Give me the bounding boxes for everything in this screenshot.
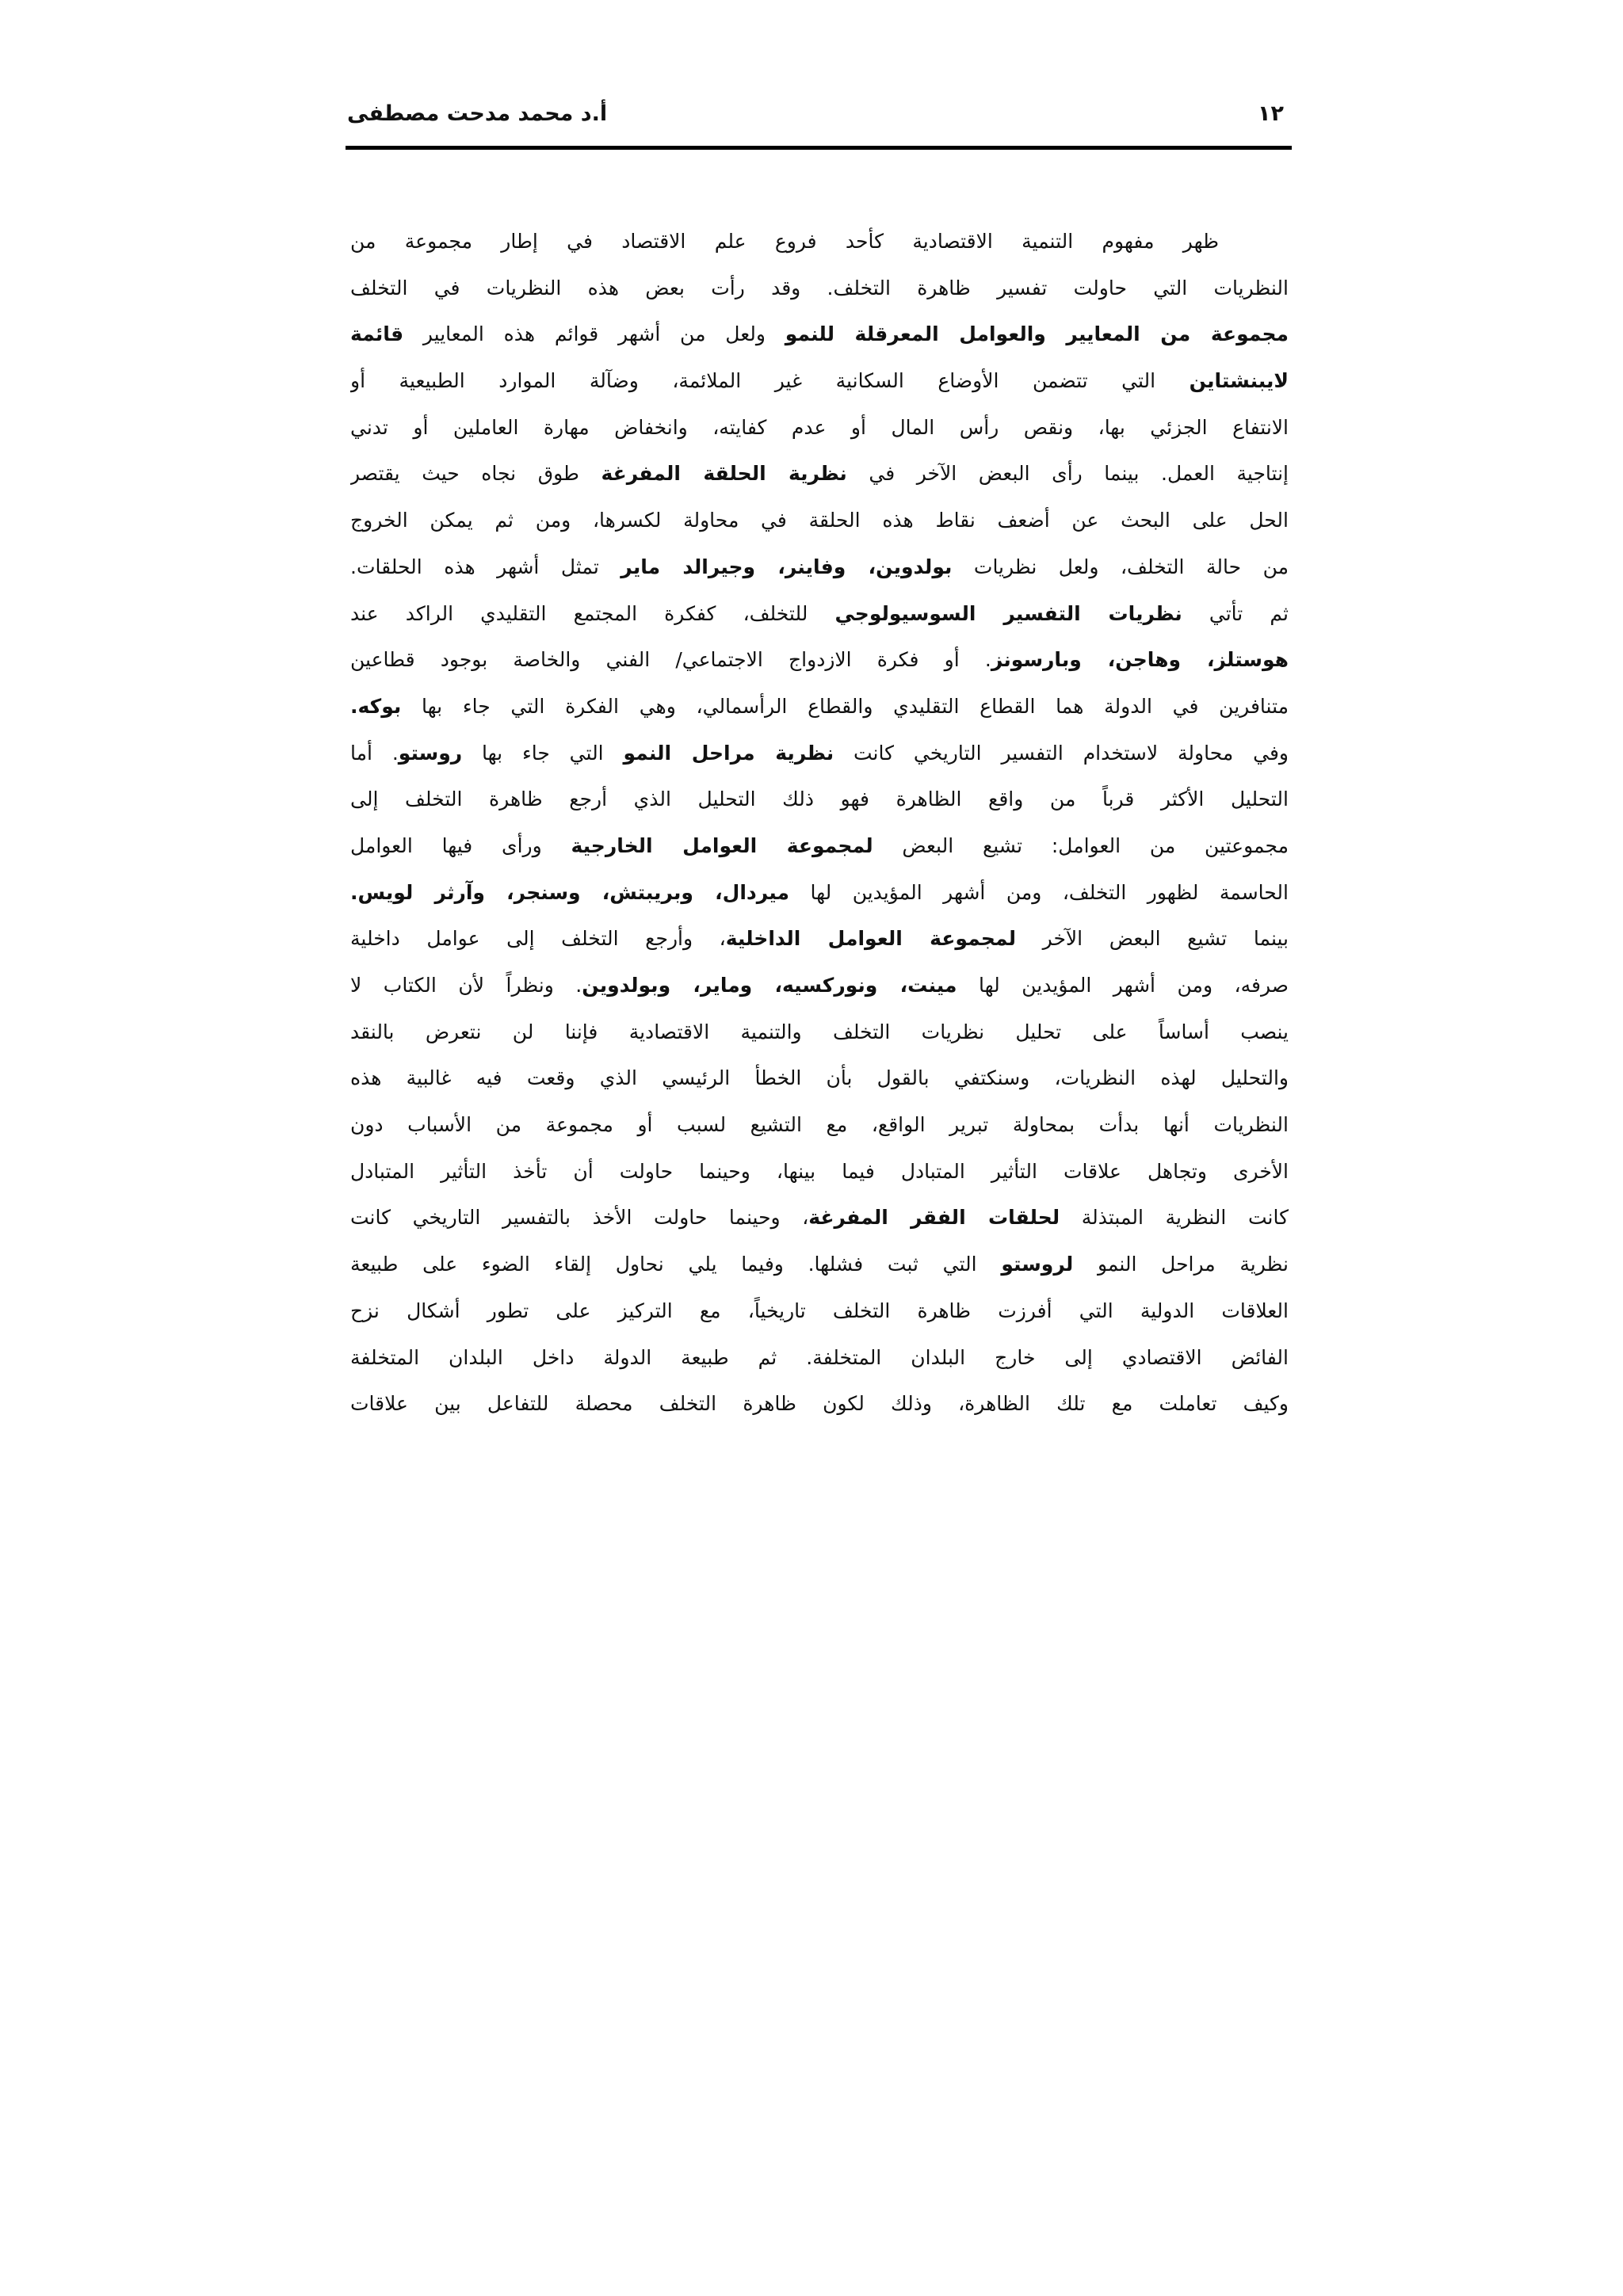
- text-line: [350, 823, 1289, 870]
- text-run: طوق نجاه حيث يقتصر: [350, 462, 601, 486]
- text-run: كانت النظرية المبتذلة: [1060, 1206, 1289, 1230]
- text-line: [350, 1241, 1289, 1288]
- text-line: [350, 637, 1289, 684]
- bold-term: نظرية الحلقة المفرغة: [601, 462, 847, 486]
- bold-term: مينت، ونوركسيه، وماير، وبولدوين: [582, 974, 957, 997]
- bold-term: نظرية مراحل النمو: [623, 741, 834, 765]
- text-line: [350, 219, 1289, 265]
- bold-term: لروستو: [1001, 1253, 1074, 1276]
- bold-term: بولدوين، وفاينر، وجيرالد ماير: [621, 555, 953, 578]
- text-line: [350, 498, 1289, 544]
- text-run: نظرية مراحل النمو: [1073, 1253, 1289, 1276]
- text-line: [350, 544, 1289, 591]
- text-run: من حالة التخلف، ولعل نظريات: [952, 555, 1289, 578]
- text-run: الحل على البحث عن أضعف نقاط هذه الحلقة في محاولة لكسرها، ومن ثم يمكن الخروج: [350, 509, 1289, 532]
- text-run: والتحليل لهذه النظريات، وسنكتفي بالقول بأن الخطأ الرئيسي الذي وقعت فيه غالبية هذه: [350, 1066, 1289, 1090]
- text-line: [350, 451, 1289, 498]
- text-line: [350, 311, 1289, 358]
- text-run: ، وأرجع التخلف إلى عوامل داخلية: [350, 927, 726, 951]
- text-run: وفي محاولة لاستخدام التفسير التاريخي كانت: [834, 741, 1289, 765]
- text-line: [350, 776, 1289, 823]
- text-run: النظريات التي حاولت تفسير ظاهرة التخلف. وقد رأت بعض هذه النظريات في التخلف: [350, 276, 1289, 299]
- bold-term: لايبنشتاين: [1189, 369, 1289, 393]
- text-run: ظهر مفهوم التنمية الاقتصادية كأحد فروع علم الاقتصاد في إطار مجموعة من: [350, 230, 1219, 253]
- bold-term: لحلقات الفقر المفرغة: [808, 1206, 1060, 1230]
- text-run: الفائض الاقتصادي إلى خارج البلدان المتخلفة. ثم طبيعة الدولة داخل البلدان المتخلفة: [350, 1345, 1289, 1369]
- bold-term: لمجموعة العوامل الخارجية: [571, 833, 873, 857]
- text-run: التي ثبت فشلها. وفيما يلي نحاول إلقاء الضوء على طبيعة: [350, 1253, 1002, 1276]
- text-line: [350, 870, 1289, 917]
- text-line: [350, 963, 1289, 1009]
- text-run: النظريات أنها بدأت بمحاولة تبرير الواقع، مع التشيع لسبب أو مجموعة من الأسباب دون: [350, 1113, 1289, 1137]
- text-run: للتخلف، كفكرة المجتمع التقليدي الراكد عند: [350, 601, 835, 625]
- text-line: [350, 1381, 1289, 1428]
- text-run: العلاقات الدولية التي أفرزت ظاهرة التخلف تاريخياً، مع التركيز على تطور أشكال نزح: [350, 1299, 1289, 1322]
- text-run: وكيف تعاملت مع تلك الظاهرة، وذلك لكون ظاهرة التخلف محصلة للتفاعل بين علاقات: [350, 1392, 1289, 1416]
- page-number: ١٢: [1258, 101, 1284, 126]
- bold-term: قائمة: [350, 322, 404, 346]
- text-run: ولعل من أشهر قوائم هذه المعايير: [403, 322, 785, 346]
- text-run: الأخرى وتجاهل علاقات التأثير المتبادل فيما بينها، وحينما حاولت أن تأخذ التأثير المتبادل: [350, 1159, 1289, 1183]
- text-run: صرفه، ومن أشهر المؤيدين لها: [957, 974, 1289, 997]
- bold-term: هوستلز، وهاجن، وبارسونز: [991, 648, 1289, 672]
- text-run: إنتاجية العمل. بينما رأى البعض الآخر في: [846, 462, 1289, 486]
- bold-term: مجموعة من المعايير والعوامل المعرقلة للنمو: [785, 322, 1289, 346]
- text-run: ورأى فيها العوامل: [350, 833, 571, 857]
- text-line: [350, 1195, 1289, 1241]
- bold-term: لمجموعة العوامل الداخلية: [725, 927, 1017, 951]
- text-line: [350, 1009, 1289, 1056]
- text-line: [350, 1149, 1289, 1196]
- text-line: [350, 730, 1289, 777]
- text-run: . ونظراً لأن الكتاب لا: [350, 974, 582, 997]
- text-line: [350, 265, 1289, 312]
- bold-term: بوكه.: [350, 694, 402, 718]
- text-run: مجموعتين من العوامل: تشيع البعض: [873, 833, 1289, 857]
- bold-term: روستو: [398, 741, 463, 765]
- text-line: [350, 1102, 1289, 1149]
- text-line: [350, 1288, 1289, 1335]
- text-run: ثم تأتي: [1182, 601, 1289, 625]
- text-line: [350, 1055, 1289, 1102]
- text-run: . أما: [350, 741, 399, 765]
- text-run: ، وحينما حاولت الأخذ بالتفسير التاريخي كانت: [350, 1206, 809, 1230]
- text-line: [350, 684, 1289, 730]
- text-run: الحاسمة لظهور التخلف، ومن أشهر المؤيدين لها: [789, 880, 1289, 904]
- text-line: [350, 1335, 1289, 1382]
- text-run: التي جاء بها: [462, 741, 624, 765]
- text-line: [350, 405, 1289, 452]
- text-run: متنافرين في الدولة هما القطاع التقليدي والقطاع الرأسمالي، وهي الفكرة التي جاء بها: [401, 694, 1289, 718]
- text-line: [350, 358, 1289, 405]
- running-header: [347, 101, 1290, 141]
- text-line: [350, 916, 1289, 963]
- text-run: الانتفاع الجزئي بها، ونقص رأس المال أو عدم كفايته، وانخفاض مهارة العاملين أو تدني: [350, 415, 1289, 439]
- header-rule: [346, 146, 1292, 150]
- text-run: بينما تشيع البعض الآخر: [1016, 927, 1289, 951]
- bold-term: ميردال، وبريبتش، وسنجر، وآرثر لويس.: [350, 880, 789, 904]
- text-line: [350, 591, 1289, 638]
- bold-term: نظريات التفسير السوسيولوجي: [834, 601, 1182, 625]
- running-header-author: أ.د محمد مدحت مصطفى: [347, 101, 608, 126]
- text-run: التي تتضمن الأوضاع السكانية غير الملائمة، وضآلة الموارد الطبيعية أو: [350, 369, 1190, 393]
- text-run: التحليل الأكثر قرباً من واقع الظاهرة فهو ذلك التحليل الذي أرجع ظاهرة التخلف إلى: [350, 788, 1289, 811]
- text-run: تمثل أشهر هذه الحلقات.: [350, 555, 621, 578]
- text-run: ينصب أساساً على تحليل نظريات التخلف والتنمية الاقتصادية فإننا لن نتعرض بالنقد: [350, 1020, 1289, 1043]
- body-paragraph: [350, 219, 1289, 1428]
- text-run: . أو فكرة الازدواج الاجتماعي/ الفني والخاصة بوجود قطاعين: [350, 648, 991, 672]
